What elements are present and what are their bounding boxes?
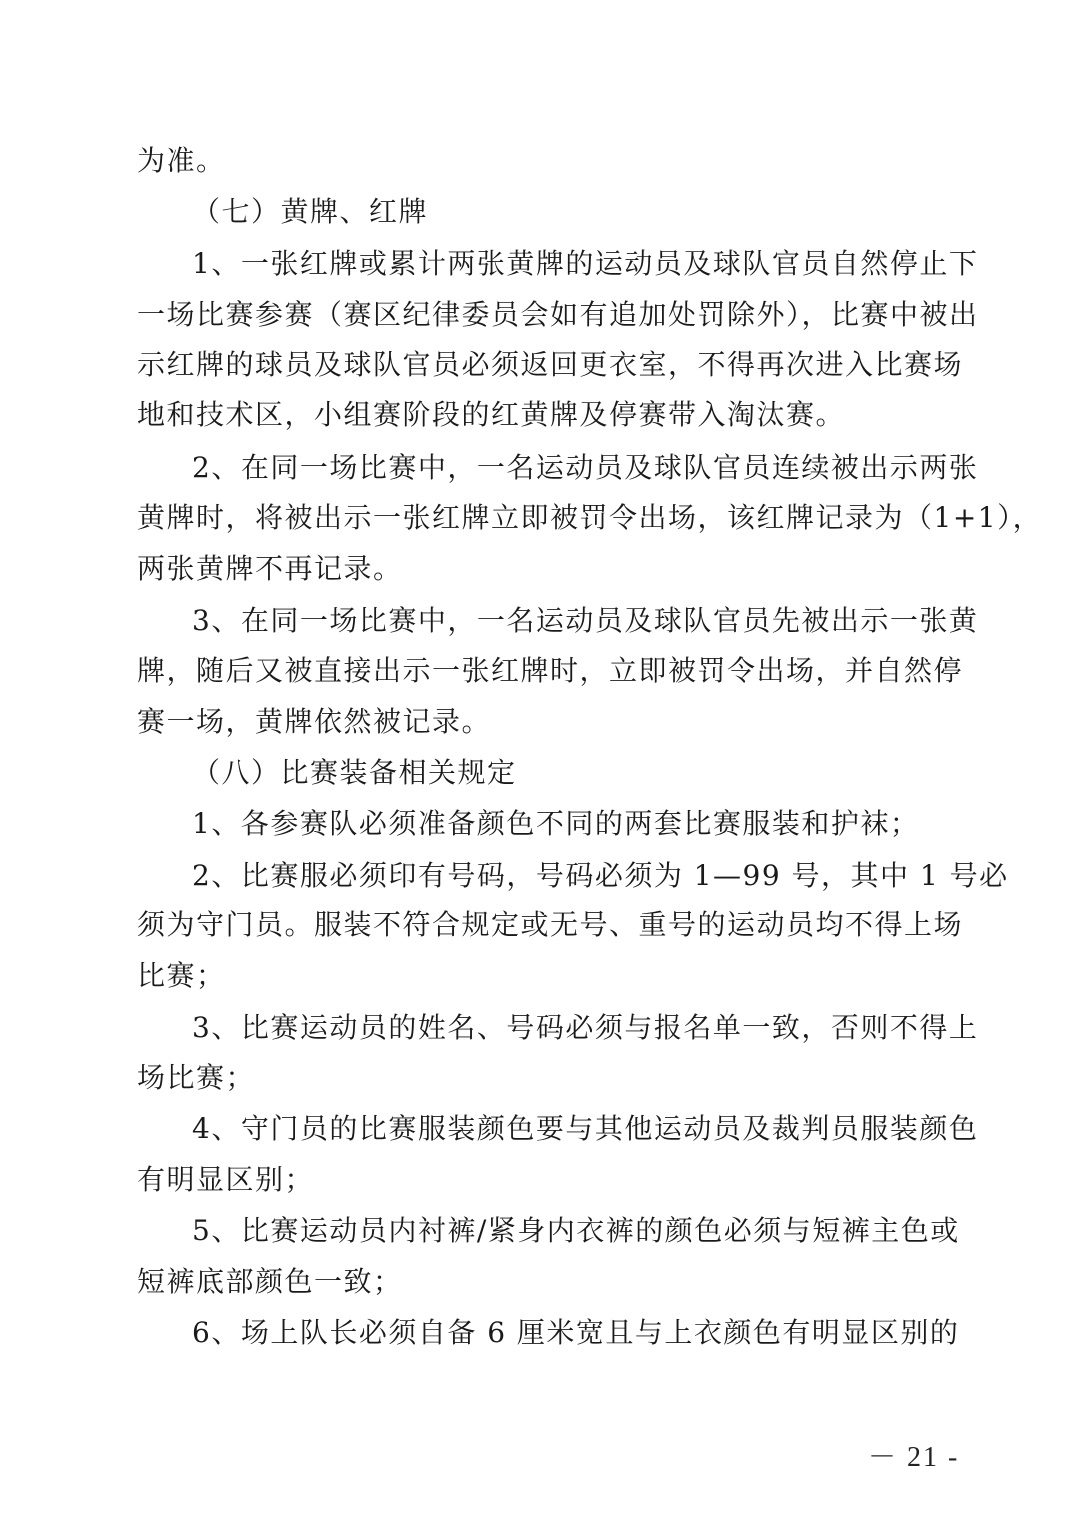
paragraph-line: 4、守门员的比赛服装颜色要与其他运动员及裁判员服装颜色 [192,1112,979,1145]
paragraph-line: 1、一张红牌或累计两张黄牌的运动员及球队官员自然停止下 [192,247,979,280]
paragraph-line: 比赛； [137,959,226,992]
paragraph-line: 须为守门员。服装不符合规定或无号、重号的运动员均不得上场 [137,908,964,941]
section-heading-equipment-rules: （八）比赛装备相关规定 [192,756,517,789]
paragraph-line: 示红牌的球员及球队官员必须返回更衣室，不得再次进入比赛场 [137,348,964,381]
paragraph-line: 牌，随后又被直接出示一张红牌时，立即被罚令出场，并自然停 [137,654,964,687]
paragraph-line: 5、比赛运动员内衬裤/紧身内衣裤的颜色必须与短裤主色或 [192,1214,960,1247]
paragraph-line: 黄牌时，将被出示一张红牌立即被罚令出场，该红牌记录为（1+1）， [137,501,1043,534]
paragraph-line: 3、在同一场比赛中，一名运动员及球队官员先被出示一张黄 [192,604,979,637]
paragraph-line: 两张黄牌不再记录。 [137,552,403,585]
page-number: － 21 - [868,1442,960,1473]
paragraph-line: 赛一场，黄牌依然被记录。 [137,705,492,738]
paragraph-line: 一场比赛参赛（赛区纪律委员会如有追加处罚除外），比赛中被出 [137,298,979,331]
paragraph-line: 地和技术区，小组赛阶段的红黄牌及停赛带入淘汰赛。 [137,398,846,431]
paragraph-line: 短裤底部颜色一致； [137,1265,403,1298]
paragraph-line: 1、各参赛队必须准备颜色不同的两套比赛服装和护袜； [192,807,920,840]
paragraph-line: 2、在同一场比赛中，一名运动员及球队官员连续被出示两张 [192,451,979,484]
paragraph-line: 2、比赛服必须印有号码，号码必须为 1—99 号，其中 1 号必 [192,859,1009,892]
paragraph-line: 场比赛； [137,1061,256,1094]
paragraph-line: 6、场上队长必须自备 6 厘米宽且与上衣颜色有明显区别的 [192,1316,960,1349]
paragraph-line: 有明显区别； [137,1163,315,1196]
paragraph-line: 为准。 [137,144,226,177]
paragraph-line: 3、比赛运动员的姓名、号码必须与报名单一致，否则不得上 [192,1011,979,1044]
section-heading-yellow-red-cards: （七）黄牌、红牌 [192,195,429,228]
